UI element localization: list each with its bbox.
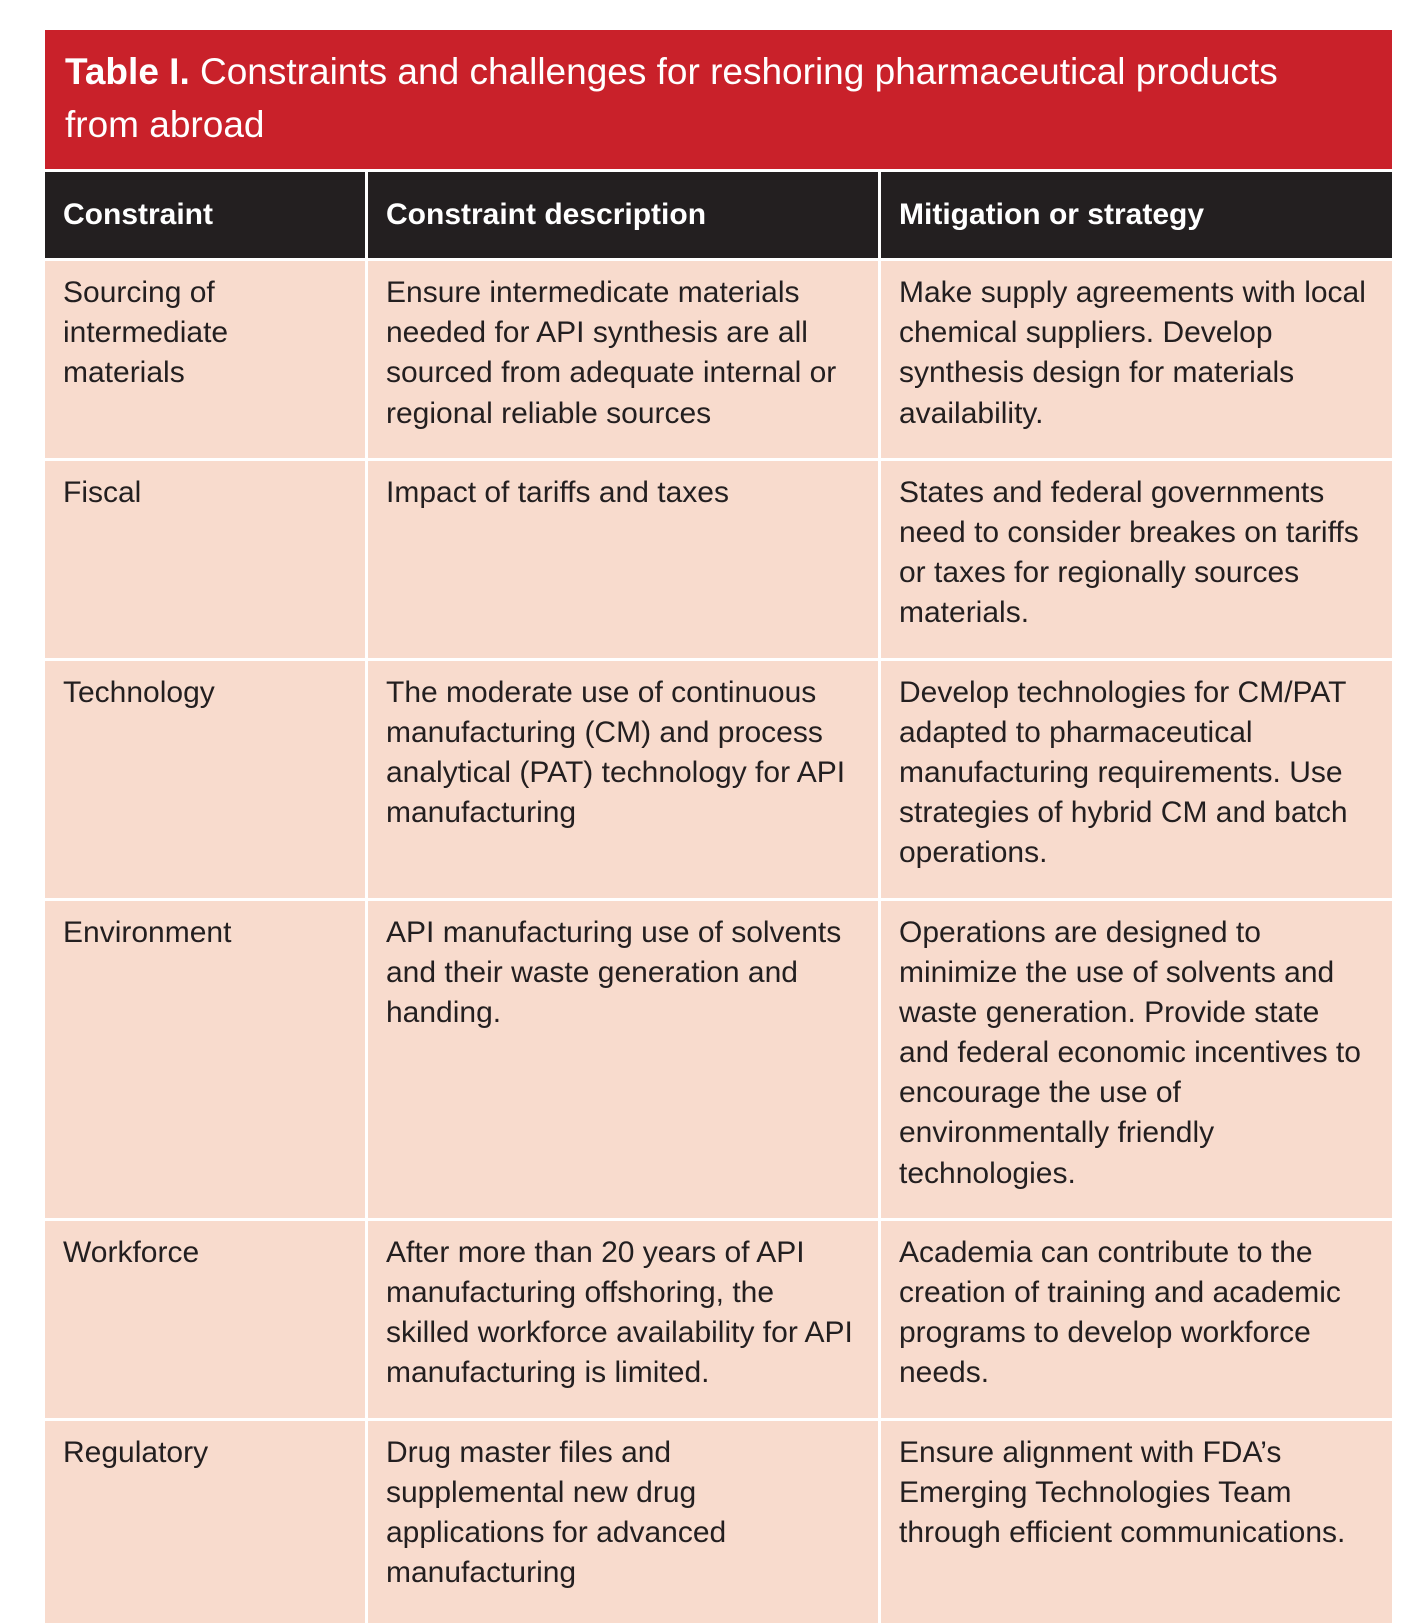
constraints-table [45,30,1392,1623]
cell-description: After more than 20 years of API manufacturing offshoring, the skilled workforce availability for API manufacturing is limited. [368,1221,878,1418]
table-row [45,261,1392,458]
table-title-label: Table I. [65,51,190,92]
column-header-mitigation: Mitigation or strategy [881,172,1392,258]
cell-mitigation: States and federal governments need to consider breakes on tariffs or taxes for regionally sources materials. [881,461,1392,658]
cell-description: The moderate use of continuous manufacturing (CM) and process analytical (PAT) technology for API manufacturing [368,661,878,898]
table-row [45,661,1392,898]
cell-constraint: Sourcing of intermediate materials [45,261,365,458]
cell-mitigation: Ensure alignment with FDA’s Emerging Technologies Team through efficient communications. [881,1421,1392,1623]
cell-description: Impact of tariffs and taxes [368,461,878,658]
cell-description: Drug master files and supplemental new drug applications for advanced manufacturing [368,1421,878,1623]
cell-description: API manufacturing use of solvents and their waste generation and handing. [368,901,878,1218]
column-header-constraint: Constraint [45,172,365,258]
table-header-row [45,172,1392,258]
table-row [45,901,1392,1218]
cell-mitigation: Academia can contribute to the creation of training and academic programs to develop workforce needs. [881,1221,1392,1418]
cell-mitigation: Make supply agreements with local chemical suppliers. Develop synthesis design for materials availability. [881,261,1392,458]
table-title-text: Constraints and challenges for reshoring pharmaceutical products from abroad [65,51,1278,145]
cell-mitigation: Develop technologies for CM/PAT adapted to pharmaceutical manufacturing requirements. Use strategies of hybrid CM and batch operations. [881,661,1392,898]
cell-constraint: Fiscal [45,461,365,658]
cell-description: Ensure intermedicate materials needed for API synthesis are all sourced from adequate internal or regional reliable sources [368,261,878,458]
table-row [45,461,1392,658]
cell-constraint: Workforce [45,1221,365,1418]
table-row [45,1221,1392,1418]
cell-mitigation: Operations are designed to minimize the use of solvents and waste generation. Provide state and federal economic incentives to encourage the use of environmentally friendly technologies. [881,901,1392,1218]
cell-constraint: Regulatory [45,1421,365,1623]
table-row [45,1421,1392,1623]
column-header-description: Constraint description [368,172,878,258]
table-title [45,30,1392,169]
cell-constraint: Environment [45,901,365,1218]
cell-constraint: Technology [45,661,365,898]
